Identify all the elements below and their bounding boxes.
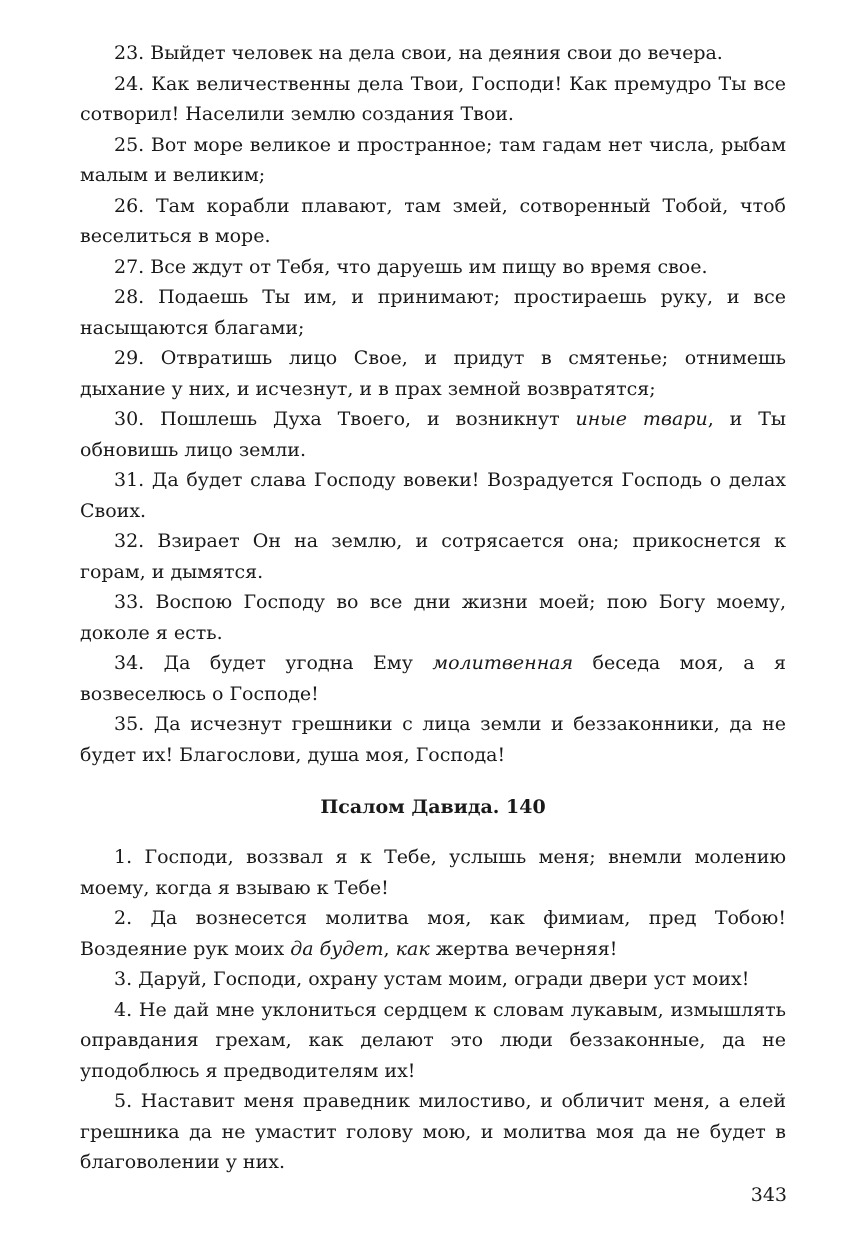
verse-text: 4. Не дай мне уклониться сердцем к словам лукавым, измышлять оправдания грехам, как делают это люди беззаконные, да не уподоблюсь я предводителям их! [80, 998, 786, 1082]
verse-text: 33. Воспою Господу во все дни жизни моей; пою Богу моему, доколе я есть. [80, 591, 786, 644]
italic-text: молитвенная [432, 652, 574, 674]
verse-text: 25. Вот море великое и пространное; там гадам нет числа, рыбам малым и великим; [80, 133, 786, 186]
verse-text: 23. Выйдет человек на дела свои, на деяния свои до вечера. [114, 42, 723, 64]
verse-text: 31. Да будет слава Господу вовеки! Возрадуется Господь о делах Своих. [80, 469, 786, 522]
verse-text: жертва вечерняя! [429, 937, 618, 960]
verse-text: беседа моя, а я возвеселюсь о Господе! [80, 652, 787, 705]
verse-27 [80, 252, 786, 283]
verse-text: , [383, 937, 396, 960]
verse-text: 28. Подаешь Ты им, и принимают; простираешь руку, и все насыщаются благами; [80, 286, 786, 339]
verse-text: 26. Там корабли плавают, там змей, сотворенный Тобой, чтоб веселиться в море. [80, 194, 786, 247]
verse-24 [80, 69, 786, 130]
verse-1 [80, 842, 786, 903]
verse-26 [80, 191, 786, 252]
verse-text: , и Ты обновишь лицо земли. [80, 408, 787, 461]
verse-4 [80, 995, 786, 1087]
verse-33 [80, 587, 786, 648]
verse-text: 1. Господи, воззвал я к Тебе, услышь меня; внемли молению моему, когда я взываю к Тебе! [80, 846, 786, 899]
verse-2 [80, 903, 786, 964]
verse-text: 5. Наставит меня праведник милостиво, и обличит меня, а елей грешника да не умастит голову мою, и молитва моя да не будет в благоволении у них. [80, 1090, 786, 1173]
verse-30 [80, 404, 786, 465]
verse-text: 35. Да исчезнут грешники с лица земли и беззаконники, да не будет их! Благослови, душа моя, Господа! [80, 713, 786, 766]
verse-23 [80, 38, 786, 69]
verse-text: 2. Да вознесется молитва моя, как фимиам, пред Тобою! Воздеяние рук моих [80, 907, 786, 960]
verse-3 [80, 964, 786, 995]
verse-29 [80, 343, 786, 404]
verse-text: 34. Да будет угодна Ему [114, 652, 433, 674]
verse-text: 30. Пошлешь Духа Твоего, и возникнут [114, 408, 576, 430]
psalm-103-end [80, 38, 786, 770]
italic-text: иные твари [575, 408, 708, 430]
italic-text: да будет [290, 937, 384, 960]
psalm-140-heading: Псалом Давида. 140 [320, 796, 546, 818]
verse-34 [80, 648, 786, 709]
verse-32 [80, 526, 786, 587]
page-body [80, 38, 786, 1178]
verse-35 [80, 709, 786, 770]
psalm-140 [80, 842, 786, 1178]
verse-5 [80, 1086, 786, 1178]
page-number: 343 [750, 1184, 787, 1206]
verse-text: 3. Даруй, Господи, охрану устам моим, огради двери уст моих! [114, 968, 750, 990]
verse-25 [80, 130, 786, 191]
verse-31 [80, 465, 786, 526]
verse-text: 29. Отвратишь лицо Свое, и придут в смятенье; отнимешь дыхание у них, и исчезнут, и в прах земной возвратятся; [80, 347, 786, 400]
verse-28 [80, 282, 786, 343]
italic-text: как [395, 937, 430, 960]
verse-text: 27. Все ждут от Тебя, что даруешь им пищу во время свое. [114, 255, 708, 278]
verse-text: 24. Как величественны дела Твои, Господи! Как премудро Ты все сотворил! Населили землю создания Твои. [80, 72, 786, 125]
verse-text: 32. Взирает Он на землю, и сотрясается она; прикоснется к горам, и дымятся. [80, 530, 786, 583]
